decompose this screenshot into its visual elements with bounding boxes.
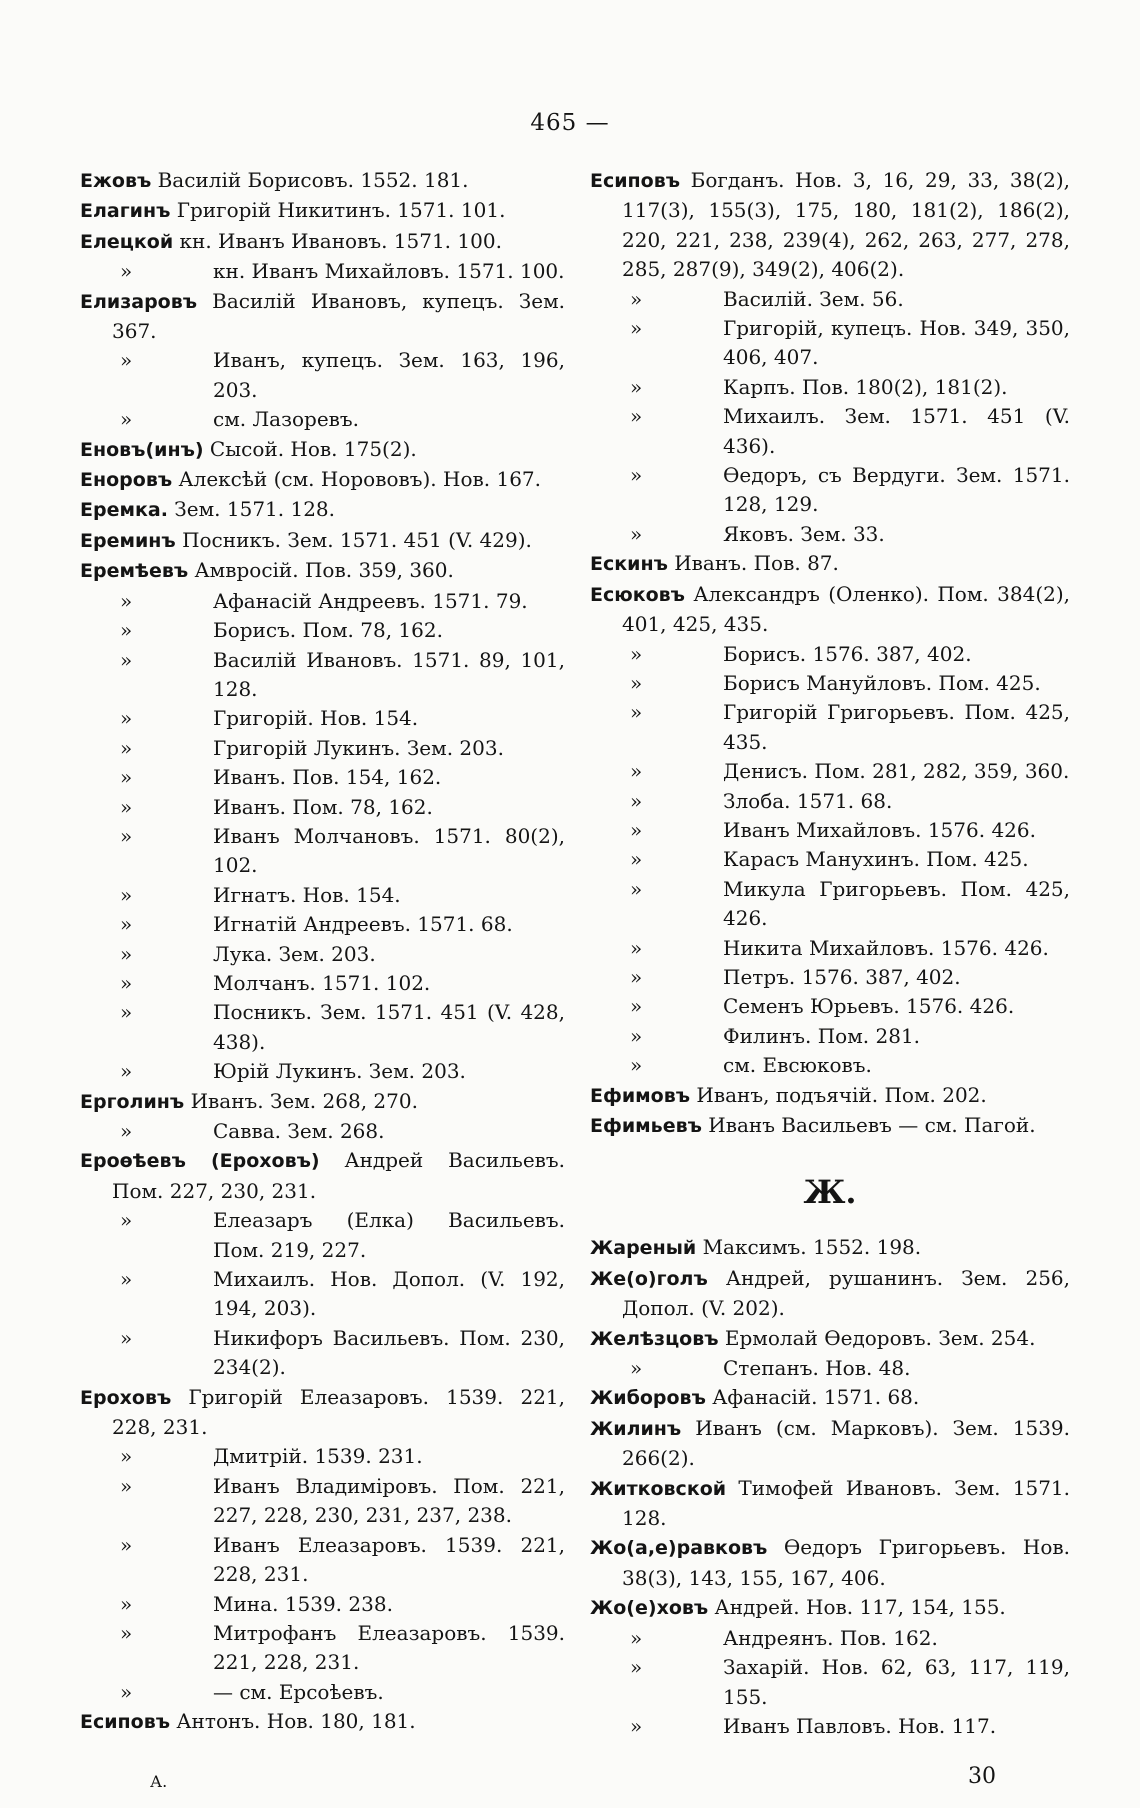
index-subentry — [80, 910, 565, 939]
index-entry — [80, 227, 565, 257]
index-subentry — [590, 816, 1070, 845]
index-subentry — [590, 1354, 1070, 1383]
index-entry — [80, 556, 565, 586]
entry-text: Иванъ. Пов. 87. — [674, 551, 839, 576]
index-subentry — [80, 587, 565, 616]
entry-text: Григорій Никитинъ. 1571. 101. — [176, 198, 506, 223]
index-subentry — [80, 1117, 565, 1146]
ditto-mark: » — [120, 706, 133, 731]
entry-text: Амвросій. Пов. 359, 360. — [194, 558, 454, 583]
ditto-mark: » — [120, 794, 133, 819]
ditto-mark: » — [630, 1356, 643, 1381]
ditto-mark: » — [630, 935, 643, 960]
index-subentry — [80, 1619, 565, 1678]
index-subentry — [590, 1712, 1070, 1741]
entry-text: Иванъ Елеазаровъ. 1539. 221, 228, 231. — [213, 1532, 565, 1587]
entry-text: Василій Ивановъ. 1571. 89, 101, 128. — [213, 647, 565, 701]
entry-surname: Елизаровъ — [80, 290, 198, 313]
index-subentry — [80, 405, 565, 434]
ditto-mark: » — [120, 882, 133, 907]
entry-text: Иванъ Владиміровъ. Пом. 221, 227, 228, 230, 231, 237, 238. — [213, 1473, 565, 1528]
index-subentry — [80, 881, 565, 910]
entry-text: Лука. Зем. 203. — [213, 941, 376, 966]
entry-text: Василій. Зем. 56. — [723, 286, 904, 311]
index-subentry — [80, 969, 565, 998]
entry-text: Захарій. Нов. 62, 63, 117, 119, 155. — [723, 1655, 1070, 1709]
entry-text: Григорій Лукинъ. Зем. 203. — [213, 735, 504, 760]
entry-text: Василій Ивановъ, купецъ. Зем. 367. — [112, 288, 565, 344]
entry-text: Посникъ. Зем. 1571. 451 (V. 429). — [182, 527, 532, 552]
index-subentry — [80, 616, 565, 645]
entry-text: Григорій. Нов. 154. — [213, 706, 419, 731]
ditto-mark: » — [120, 1473, 133, 1498]
entry-text: Степанъ. Нов. 48. — [723, 1356, 911, 1381]
entry-text: Ѳедоръ, съ Вердуги. Зем. 1571. 128, 129. — [723, 463, 1070, 517]
entry-text: Борисъ Мануйловъ. Пом. 425. — [723, 670, 1041, 695]
ditto-mark: » — [120, 941, 133, 966]
index-entry — [80, 1146, 565, 1206]
index-subentry — [80, 1590, 565, 1619]
index-subentry — [80, 1678, 565, 1707]
index-entry — [80, 526, 565, 556]
index-subentry — [80, 704, 565, 733]
entry-text: Антонъ. Нов. 180, 181. — [176, 1709, 416, 1734]
index-entry — [80, 1383, 565, 1443]
index-subentry — [590, 520, 1070, 549]
ditto-mark: » — [120, 912, 133, 937]
index-subentry — [590, 402, 1070, 461]
entry-text: Денисъ. Пом. 281, 282, 359, 360. — [723, 759, 1070, 784]
entry-text: Иванъ Павловъ. Нов. 117. — [723, 1713, 997, 1738]
index-subentry — [590, 461, 1070, 520]
entry-text: Иванъ, купецъ. Зем. 163, 196, 203. — [213, 348, 565, 402]
ditto-mark: » — [120, 1119, 133, 1143]
entry-text: Зем. 1571. 128. — [174, 497, 336, 522]
index-subentry — [80, 1206, 565, 1265]
entry-surname: Ерголинъ — [80, 1090, 185, 1113]
index-entry — [590, 166, 1070, 285]
entry-surname: Жилинъ — [590, 1417, 682, 1440]
index-subentry — [590, 757, 1070, 786]
entry-text: Борисъ. 1576. 387, 402. — [723, 641, 972, 666]
index-subentry — [80, 940, 565, 969]
entry-text: Молчанъ. 1571. 102. — [213, 970, 431, 995]
index-subentry — [80, 734, 565, 763]
index-entry — [80, 495, 565, 525]
ditto-mark: » — [120, 618, 133, 643]
index-column-left — [80, 166, 565, 1738]
entry-surname: Еремка. — [80, 499, 168, 522]
entry-surname: Жо(е)ховъ — [590, 1597, 709, 1620]
entry-surname: Же(о)голъ — [590, 1267, 708, 1290]
entry-surname: Есиповъ — [590, 170, 681, 192]
letter-section-heading: Ж. — [803, 1173, 857, 1212]
index-subentry — [590, 373, 1070, 402]
ditto-mark: » — [120, 1532, 133, 1557]
ditto-mark: » — [120, 735, 133, 760]
ditto-mark: » — [630, 316, 643, 341]
entry-surname: Есюковъ — [590, 583, 685, 606]
entry-surname: Елагинъ — [80, 200, 171, 223]
entry-text: Иванъ Васильевъ — см. Пагой. — [708, 1113, 1036, 1137]
entry-surname: Ескинъ — [590, 553, 668, 576]
entry-text: Максимъ. 1552. 198. — [702, 1235, 922, 1260]
index-entry — [80, 435, 565, 465]
ditto-mark: » — [120, 1444, 133, 1469]
ditto-mark: » — [120, 823, 133, 848]
index-entry — [590, 1233, 1070, 1263]
ditto-mark: » — [630, 964, 643, 989]
entry-surname: Ежовъ — [80, 170, 152, 192]
ditto-mark: » — [120, 348, 133, 373]
ditto-mark: » — [630, 817, 643, 842]
ditto-mark: » — [120, 970, 133, 995]
ditto-mark: » — [630, 521, 643, 546]
index-subentry — [590, 314, 1070, 373]
ditto-mark: » — [630, 994, 643, 1019]
index-entry — [590, 1081, 1070, 1111]
ditto-mark: » — [630, 1655, 643, 1680]
entry-text: Иванъ (см. Марковъ). Зем. 1539. 266(2). — [622, 1415, 1070, 1471]
index-entry — [80, 465, 565, 495]
ditto-mark: » — [630, 1053, 643, 1078]
index-entry — [80, 166, 565, 196]
index-subentry — [590, 669, 1070, 698]
entry-text: Иванъ. Зем. 268, 270. — [190, 1088, 418, 1113]
entry-text: Юрій Лукинъ. Зем. 203. — [213, 1059, 466, 1084]
entry-text: Иванъ. Пов. 154, 162. — [213, 765, 442, 790]
index-subentry — [590, 934, 1070, 963]
ditto-mark: » — [120, 1267, 133, 1292]
entry-text: см. Евсюковъ. — [723, 1053, 872, 1078]
entry-text: Яковъ. Зем. 33. — [723, 521, 885, 546]
entry-text: Посникъ. Зем. 1571. 451 (V. 428, 438). — [213, 1000, 565, 1054]
index-entry — [590, 549, 1070, 579]
index-entry — [590, 1383, 1070, 1413]
index-subentry — [590, 1051, 1070, 1080]
index-entry — [80, 287, 565, 347]
entry-text: Игнатій Андреевъ. 1571. 68. — [213, 912, 513, 937]
entry-text: Андрей Васильевъ. Пом. 227, 230, 231. — [112, 1148, 565, 1203]
index-entry — [590, 1264, 1070, 1324]
entry-text: Богданъ. Нов. 3, 16, 29, 33, 38(2), 117(3), 155(3), 175, 180, 181(2), 186(2), 220, 221, 238, 239(4), 262, 263, 277, 278, 285, 287(9), 349(2), 406(2). — [622, 168, 1071, 282]
entry-text: Григорій Елеазаровъ. 1539. 221, 228, 231. — [112, 1384, 566, 1440]
ditto-mark: » — [630, 641, 643, 666]
index-entry — [80, 1087, 565, 1117]
entry-text: Иванъ, подъячій. Пом. 202. — [696, 1082, 987, 1107]
entry-text: Митрофанъ Елеазаровъ. 1539. 221, 228, 231. — [213, 1620, 565, 1675]
ditto-mark: » — [630, 788, 643, 813]
entry-text: Злоба. 1571. 68. — [723, 788, 893, 813]
index-subentry — [590, 640, 1070, 669]
index-subentry — [80, 822, 565, 881]
entry-text: Михаилъ. Нов. Допол. (V. 192, 194, 203). — [213, 1267, 565, 1321]
entry-text: Никита Михайловъ. 1576. 426. — [723, 935, 1049, 960]
ditto-mark: » — [120, 1591, 133, 1616]
entry-text: — см. Ерсоѣевъ. — [213, 1679, 384, 1704]
entry-text: Сысой. Нов. 175(2). — [209, 436, 417, 461]
index-subentry — [590, 698, 1070, 757]
index-entry — [80, 196, 565, 226]
entry-text: Микула Григорьевъ. Пом. 425, 426. — [723, 876, 1070, 931]
index-subentry — [80, 346, 565, 405]
index-subentry — [590, 1022, 1070, 1051]
entry-text: см. Лазоревъ. — [213, 407, 360, 432]
index-subentry — [590, 992, 1070, 1021]
entry-text: Афанасій. 1571. 68. — [712, 1385, 920, 1410]
entry-text: Карасъ Манухинъ. Пом. 425. — [723, 847, 1029, 872]
entry-text: Григорій, купецъ. Нов. 349, 350, 406, 407. — [723, 316, 1070, 370]
ditto-mark: » — [120, 647, 133, 672]
entry-surname: Елецкой — [80, 230, 174, 253]
ditto-mark: » — [120, 1059, 133, 1084]
entry-surname: Жареный — [590, 1237, 697, 1260]
entry-surname: Желѣзцовъ — [590, 1327, 719, 1350]
entry-text: Александръ (Оленко). Пом. 384(2), 401, 425, 435. — [622, 581, 1071, 637]
entry-text: Игнатъ. Нов. 154. — [213, 882, 401, 907]
ditto-mark: » — [630, 374, 643, 399]
index-entry — [590, 580, 1070, 640]
index-entry — [590, 1414, 1070, 1474]
entry-text: Михаилъ. Зем. 1571. 451 (V. 436). — [723, 404, 1070, 458]
entry-text: Елеазаръ (Елка) Васильевъ. Пом. 219, 227. — [213, 1208, 565, 1262]
index-subentry — [80, 1324, 565, 1383]
entry-text: Петръ. 1576. 387, 402. — [723, 964, 961, 989]
index-subentry — [80, 998, 565, 1057]
ditto-mark: » — [120, 1325, 133, 1350]
index-subentry — [80, 1442, 565, 1471]
footer-sheet-number: 30 — [968, 1764, 996, 1789]
ditto-mark: » — [630, 286, 643, 311]
index-subentry — [80, 1265, 565, 1324]
entry-text: Дмитрій. 1539. 231. — [213, 1444, 423, 1469]
index-entry — [590, 1474, 1070, 1534]
entry-surname: Жиборовъ — [590, 1387, 706, 1410]
index-subentry — [80, 646, 565, 705]
entry-text: Алексѣй (см. Норововъ). Нов. 167. — [178, 467, 542, 492]
ditto-mark: » — [120, 259, 133, 284]
page-number: 465 — — [530, 110, 610, 136]
ditto-mark: » — [630, 876, 643, 901]
index-subentry — [590, 285, 1070, 314]
index-subentry — [80, 1472, 565, 1531]
entry-surname: Ероѳѣевъ (Ероховъ) — [80, 1150, 320, 1173]
index-subentry — [80, 1057, 565, 1086]
index-subentry — [590, 1624, 1070, 1653]
entry-surname: Ереминъ — [80, 529, 176, 552]
ditto-mark: » — [120, 1679, 133, 1704]
entry-text: Иванъ Михайловъ. 1576. 426. — [723, 817, 1036, 842]
index-entry — [590, 1593, 1070, 1623]
ditto-mark: » — [120, 1000, 133, 1025]
index-entry — [590, 1324, 1070, 1354]
index-column-right — [590, 166, 1070, 1741]
entry-text: Никифоръ Васильевъ. Пом. 230, 234(2). — [213, 1325, 565, 1380]
index-subentry — [80, 763, 565, 792]
index-entry — [590, 1111, 1070, 1141]
ditto-mark: » — [120, 407, 133, 432]
index-subentry — [80, 1531, 565, 1590]
ditto-mark: » — [630, 463, 643, 488]
ditto-mark: » — [630, 1713, 643, 1738]
ditto-mark: » — [630, 759, 643, 784]
entry-surname: Ефимьевъ — [590, 1115, 702, 1137]
ditto-mark: » — [120, 1208, 133, 1233]
ditto-mark: » — [630, 1023, 643, 1048]
ditto-mark: » — [630, 847, 643, 872]
index-entry — [590, 1533, 1070, 1593]
ditto-mark: » — [630, 1625, 643, 1650]
entry-text: Мина. 1539. 238. — [213, 1591, 393, 1616]
entry-text: Василій Борисовъ. 1552. 181. — [157, 168, 469, 192]
ditto-mark: » — [120, 765, 133, 790]
index-subentry — [80, 793, 565, 822]
index-subentry — [590, 845, 1070, 874]
entry-text: Григорій Григорьевъ. Пом. 425, 435. — [723, 700, 1070, 754]
footer-signature: А. — [150, 1772, 168, 1791]
entry-text: Карпъ. Пов. 180(2), 181(2). — [723, 374, 1008, 399]
entry-text: Иванъ Молчановъ. 1571. 80(2), 102. — [213, 823, 565, 878]
entry-text: Савва. Зем. 268. — [213, 1119, 385, 1143]
entry-surname: Еновъ(инъ) — [80, 438, 204, 461]
entry-text: кн. Иванъ Ивановъ. 1571. 100. — [179, 228, 502, 253]
ditto-mark: » — [630, 670, 643, 695]
index-subentry — [590, 1653, 1070, 1712]
entry-text: Борисъ. Пом. 78, 162. — [213, 618, 443, 643]
index-subentry — [590, 787, 1070, 816]
index-subentry — [590, 875, 1070, 934]
entry-text: Андрей. Нов. 117, 154, 155. — [714, 1595, 1006, 1620]
entry-surname: Житковской — [590, 1477, 727, 1500]
entry-surname: Есиповъ — [80, 1711, 171, 1734]
ditto-mark: » — [120, 588, 133, 613]
entry-text: Андрей, рушанинъ. Зем. 256, Допол. (V. 202). — [622, 1265, 1071, 1321]
entry-text: Иванъ. Пом. 78, 162. — [213, 794, 433, 819]
entry-text: Ѳедоръ Григорьевъ. Нов. 38(3), 143, 155, 167, 406. — [622, 1535, 1071, 1590]
entry-text: Андреянъ. Пов. 162. — [723, 1625, 938, 1650]
entry-surname: Ефимовъ — [590, 1084, 691, 1107]
ditto-mark: » — [630, 700, 643, 725]
entry-text: кн. Иванъ Михайловъ. 1571. 100. — [213, 259, 565, 284]
entry-text: Филинъ. Пом. 281. — [723, 1023, 921, 1048]
entry-surname: Жо(а,е)равковъ — [590, 1537, 768, 1560]
entry-text: Тимофей Ивановъ. Зем. 1571. 128. — [622, 1475, 1071, 1531]
ditto-mark: » — [630, 404, 643, 429]
entry-surname: Еноровъ — [80, 469, 173, 492]
entry-surname: Еремѣевъ — [80, 560, 189, 583]
index-subentry — [590, 963, 1070, 992]
index-entry — [80, 1707, 565, 1737]
entry-surname: Ероховъ — [80, 1386, 172, 1409]
entry-text: Ермолай Ѳедоровъ. Зем. 254. — [724, 1325, 1036, 1350]
ditto-mark: » — [120, 1620, 133, 1645]
entry-text: Афанасій Андреевъ. 1571. 79. — [213, 588, 528, 613]
entry-text: Семенъ Юрьевъ. 1576. 426. — [723, 994, 1015, 1019]
index-subentry — [80, 257, 565, 286]
